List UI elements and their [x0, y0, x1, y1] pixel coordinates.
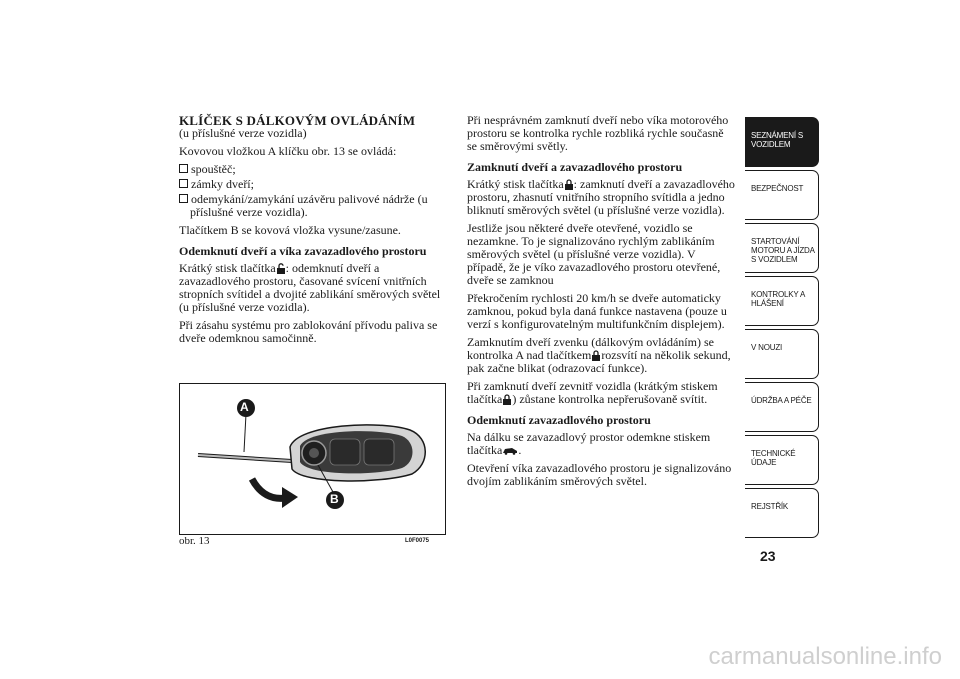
tab-technical[interactable]: TECHNICKÉ ÚDAJE	[745, 435, 819, 485]
chapter-tabs	[745, 117, 819, 541]
checkbox-bullet-icon	[179, 164, 188, 173]
bullet-list	[179, 163, 449, 219]
checkbox-bullet-icon	[179, 194, 188, 203]
speed-lock-paragraph: Překročením rychlosti 20 km/h se dveře automaticky zamknou, pokud byla daná funkce nastavena (pouze u verzí s konfigurovatelným multifunkčním displejem).	[467, 291, 727, 331]
lock-heading: Zamknutí dveří a zavazadlového prostoru	[467, 160, 683, 174]
metal-insert-paragraph: Tlačítkem B se kovová vložka vysune/zasune.	[179, 223, 401, 237]
tab-safety[interactable]: BEZPEČNOST	[745, 170, 819, 220]
trunk-paragraph: Na dálku se zavazadlový prostor odemkne stiskem tlačítka .	[467, 430, 711, 457]
tab-maintenance[interactable]: ÚDRŽBA A PÉČE	[745, 382, 819, 432]
lock-paragraph: Krátký stisk tlačítka : zamknutí dveří a zavazadlového prostoru, zhasnutí vnitřního stropního svítidla a jedno bliknutí směrových světel (u příslušné verze vozidla).	[467, 177, 735, 217]
unlock-icon	[276, 263, 286, 274]
list-item: odemykání/zamykání uzávěru palivové nádrže (u příslušné verze vozidla).	[179, 193, 449, 219]
page-number: 23	[760, 548, 776, 564]
unlock-heading: Odemknutí dveří a víka zavazadlového prostoru	[179, 244, 427, 258]
car-trunk-icon	[502, 446, 518, 455]
right-column	[467, 114, 735, 493]
watermark: carmanualsonline.info	[708, 643, 942, 670]
lock-icon	[591, 350, 601, 361]
unlock-paragraph: Krátký stisk tlačítka : odemknutí dveří a zavazadlového prostoru, časované svícení vnitřních stropních svítidel a dvojité zablikání směrových světel (u příslušné verze vozidla).	[179, 261, 441, 314]
section-title: KLÍČEK S DÁLKOVÝM OVLÁDÁNÍM	[179, 113, 416, 128]
checkbox-bullet-icon	[179, 179, 188, 188]
figure-code: L0F0075	[405, 538, 430, 544]
list-item: spouštěč;	[179, 163, 449, 176]
inside-lock-paragraph: Při zamknutí dveří zevnitř vozidla (krátkým stiskem tlačítka ) zůstane kontrolka nepřerušovaně svítit.	[467, 379, 718, 406]
trunk-heading: Odemknutí zavazadlového prostoru	[467, 413, 651, 427]
label-a: A	[240, 400, 249, 414]
tab-index[interactable]: REJSTŘÍK	[745, 488, 819, 538]
tab-emergency[interactable]: V NOUZI	[745, 329, 819, 379]
lock-icon	[564, 179, 574, 190]
label-b: B	[330, 492, 339, 506]
lock-icon	[502, 394, 512, 405]
trunk-signal-paragraph: Otevření víka zavazadlového prostoru je signalizováno dvojím zablikáním směrových světel.	[467, 461, 732, 488]
tab-warnings[interactable]: KONTROLKY A HLÁŠENÍ	[745, 276, 819, 326]
intro-paragraph: Kovovou vložkou A klíčku obr. 13 se ovládá:	[179, 144, 397, 158]
list-item: zámky dveří;	[179, 178, 449, 191]
outside-lock-paragraph: Zamknutím dveří zvenku (dálkovým ovládáním) se kontrolka A nad tlačítkem rozsvítí na několik sekund, pak začne blikat (odrazovací funkce).	[467, 335, 731, 375]
tab-starting[interactable]: STARTOVÁNÍ MOTORU A JÍZDA S VOZIDLEM	[745, 223, 819, 273]
open-door-paragraph: Jestliže jsou některé dveře otevřené, vozidlo se nezamkne. To je signalizováno rychlým zablikáním směrových světel (u příslušné verze vozidla). V případě, že je víko zavazadlového prostoru otevřené, dveře se zamknou	[467, 221, 721, 287]
tab-intro[interactable]: SEZNÁMENÍ S VOZIDLEM	[745, 117, 819, 167]
wrong-lock-paragraph: Při nesprávném zamknutí dveří nebo víka motorového prostoru se kontrolka rychle rozbliká rychle současně se směrovými světly.	[467, 113, 729, 153]
key-figure	[179, 383, 446, 535]
fuel-block-paragraph: Při zásahu systému pro zablokování přívodu paliva se dveře odemknou samočinně.	[179, 318, 438, 345]
remote-key-illustration	[180, 384, 445, 534]
left-column	[179, 114, 449, 350]
section-subtitle: (u příslušné verze vozidla)	[179, 126, 307, 140]
figure-caption: obr. 13	[179, 535, 210, 547]
